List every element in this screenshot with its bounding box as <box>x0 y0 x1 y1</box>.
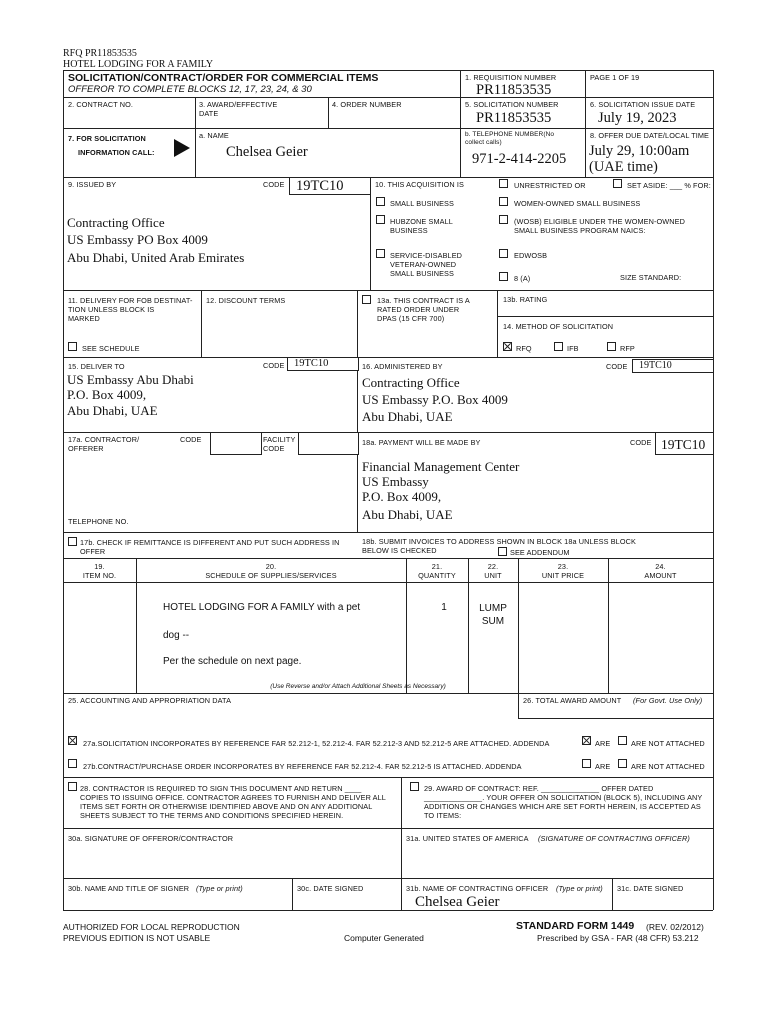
block30a-label: 30a. SIGNATURE OF OFFEROR/CONTRACTOR <box>68 834 234 843</box>
set-aside-label: SET ASIDE: ___ % FOR: <box>627 181 711 190</box>
issued-by-line-1: Contracting Office <box>67 215 165 230</box>
27a-checkbox[interactable] <box>68 736 77 745</box>
block18a-code-label: CODE <box>630 438 652 447</box>
col-amount: 24. AMOUNT <box>644 562 677 580</box>
rfq-label: RFQ <box>516 344 532 353</box>
footer-authorized: AUTHORIZED FOR LOCAL REPRODUCTION <box>63 922 240 932</box>
8a-label: 8 (A) <box>514 274 531 283</box>
27b-are-checkbox[interactable] <box>582 759 591 768</box>
wosb-eligible-checkbox[interactable] <box>499 215 508 224</box>
8a-checkbox[interactable] <box>499 272 508 281</box>
27a-are-not-label: ARE NOT ATTACHED <box>631 739 705 748</box>
block9-code-label: CODE <box>263 180 285 189</box>
issued-by-line-3: Abu Dhabi, United Arab Emirates <box>67 250 245 265</box>
29-checkbox[interactable] <box>410 782 419 791</box>
issued-by-line-2: US Embassy PO Box 4009 <box>67 232 208 247</box>
deliver-to-line-3: Abu Dhabi, UAE <box>67 403 158 418</box>
solicitation-number: PR11853535 <box>476 110 552 126</box>
ifb-checkbox[interactable] <box>554 342 563 351</box>
contracting-officer-name: Chelsea Geier <box>415 894 500 910</box>
item-unit: LUMP SUM <box>479 603 507 627</box>
block26-note: (For Govt. Use Only) <box>633 696 703 705</box>
page-indicator: PAGE 1 OF 19 <box>590 73 640 82</box>
block2-label: 2. CONTRACT NO. <box>68 100 134 109</box>
block30b-italic: (Type or print) <box>196 884 243 893</box>
block17a-code-label: CODE <box>180 435 202 444</box>
block31b-italic: (Type or print) <box>556 884 603 893</box>
27a-are-not-checkbox[interactable] <box>618 736 627 745</box>
block28-text: 28. CONTRACTOR IS REQUIRED TO SIGN THIS DOCUMENT AND RETURN ____ COPIES TO ISSUING OFFICE. CONTRACTOR AGREES TO FURNISH AND DELIVER ALL ITEMS SET FORTH OR OTHERWISE IDENTIFIED ABOVE AND ON ANY ADDITIONAL SHEETS SUBJECT TO THE TERMS AND CONDITIONS SPECIFIED HEREIN. <box>80 784 386 820</box>
block13b-label: 13b. RATING <box>503 295 548 304</box>
block31c-label: 31c. DATE SIGNED <box>617 884 684 893</box>
payment-code: 19TC10 <box>661 437 706 452</box>
footer-revision: (REV. 02/2012) <box>646 922 704 932</box>
block3-label: 3. AWARD/EFFECTIVE DATE <box>199 100 278 118</box>
col-schedule: 20. SCHEDULE OF SUPPLIES/SERVICES <box>205 562 337 580</box>
payment-line-3: P.O. Box 4009, <box>362 489 442 504</box>
block31a-label: 31a. UNITED STATES OF AMERICA <box>406 834 529 843</box>
administered-by-line-1: Contracting Office <box>362 375 460 390</box>
frame-bottom <box>63 910 713 911</box>
remittance-checkbox[interactable] <box>68 537 77 546</box>
block17b-label: 17b. CHECK IF REMITTANCE IS DIFFERENT AND PUT SUCH ADDRESS IN OFFER <box>80 538 340 556</box>
27a-are-checkbox[interactable] <box>582 736 591 745</box>
frame-left <box>63 70 64 910</box>
block4-label: 4. ORDER NUMBER <box>332 100 402 109</box>
block7-label-2: INFORMATION CALL: <box>78 148 155 157</box>
rated-order-checkbox[interactable] <box>362 295 371 304</box>
block5-label: 5. SOLICITATION NUMBER <box>465 100 559 109</box>
see-addendum-checkbox[interactable] <box>498 547 507 556</box>
contact-phone: 971-2-414-2205 <box>472 151 567 167</box>
block30c-label: 30c. DATE SIGNED <box>297 884 364 893</box>
unrestricted-label: UNRESTRICTED OR <box>514 181 586 190</box>
27b-are-label: ARE <box>595 762 611 771</box>
wosb-label: WOMEN-OWNED SMALL BUSINESS <box>514 199 641 208</box>
arrow-right-icon <box>174 139 190 157</box>
deliver-to-code: 19TC10 <box>294 358 329 369</box>
block7-label: 7. FOR SOLICITATION <box>68 134 146 143</box>
edwosb-checkbox[interactable] <box>499 249 508 258</box>
footer-previous-edition: PREVIOUS EDITION IS NOT USABLE <box>63 933 211 943</box>
form-title: SOLICITATION/CONTRACT/ORDER FOR COMMERCIAL ITEMS <box>68 72 379 84</box>
requisition-number: PR11853535 <box>476 82 552 98</box>
col-unit-price: 23. UNIT PRICE <box>541 562 585 580</box>
issued-by-code: 19TC10 <box>296 178 344 194</box>
telephone-label: TELEPHONE NO. <box>68 517 129 526</box>
block26-label: 26. TOTAL AWARD AMOUNT <box>523 696 622 705</box>
frame-top <box>63 70 713 71</box>
27b-checkbox[interactable] <box>68 759 77 768</box>
wosb-checkbox[interactable] <box>499 197 508 206</box>
deliver-to-line-2: P.O. Box 4009, <box>67 387 147 402</box>
hubzone-checkbox[interactable] <box>376 215 385 224</box>
payment-line-1: Financial Management Center <box>362 459 520 474</box>
block18b-label: 18b. SUBMIT INVOICES TO ADDRESS SHOWN IN BLOCK 18a UNLESS BLOCK BELOW IS CHECKED <box>362 537 636 555</box>
administered-by-line-3: Abu Dhabi, UAE <box>362 409 453 424</box>
administered-by-line-2: US Embassy P.O. Box 4009 <box>362 392 508 407</box>
hubzone-label: HUBZONE SMALL BUSINESS <box>390 217 453 235</box>
administered-by-code: 19TC10 <box>639 360 672 371</box>
27b-are-not-checkbox[interactable] <box>618 759 627 768</box>
contact-name: Chelsea Geier <box>226 144 308 160</box>
block6-label: 6. SOLICITATION ISSUE DATE <box>590 100 696 109</box>
block12-label: 12. DISCOUNT TERMS <box>206 296 286 305</box>
block7b-label: b. TELEPHONE NUMBER(No collect calls) <box>465 131 555 146</box>
28-checkbox[interactable] <box>68 782 77 791</box>
see-addendum-label: SEE ADDENDUM <box>510 548 570 557</box>
block25-label: 25. ACCOUNTING AND APPROPRIATION DATA <box>68 696 232 705</box>
wosb-eligible-label: (WOSB) ELIGIBLE UNDER THE WOMEN-OWNED SMALL BUSINESS PROGRAM NAICS: <box>514 217 685 235</box>
see-schedule-checkbox[interactable] <box>68 342 77 351</box>
block27b-text: 27b.CONTRACT/PURCHASE ORDER INCORPORATES BY REFERENCE FAR 52.212-4. FAR 52.212-5 IS ATTACHED. ADDENDA <box>83 762 522 771</box>
item-description-line-3: Per the schedule on next page. <box>163 656 302 667</box>
see-schedule-label: SEE SCHEDULE <box>82 344 140 353</box>
item-description-line-2: dog -- <box>163 630 190 641</box>
frame-right <box>713 70 714 910</box>
block11-label: 11. DELIVERY FOR FOB DESTINAT- TION UNLESS BLOCK IS MARKED <box>68 296 193 323</box>
block16-code-label: CODE <box>606 362 628 371</box>
schedule-note: (Use Reverse and/or Attach Additional Sheets as Necessary) <box>270 683 446 690</box>
block7a-label: a. NAME <box>199 131 229 140</box>
block16-label: 16. ADMINISTERED BY <box>362 362 443 371</box>
sdvosb-checkbox[interactable] <box>376 249 385 258</box>
form-subtitle: OFFEROR TO COMPLETE BLOCKS 12, 17, 23, 24, & 30 <box>68 84 312 95</box>
col-item-no: 19. ITEM NO. <box>82 562 117 580</box>
block29-text: 29. AWARD OF CONTRACT: REF. ______________ OFFER DATED ______________. YOUR OFFER ON SOLICITATION (BLOCK 5), INCLUDING ANY ADDITIONS OR CHANGES WHICH ARE SET FORTH HEREIN, IS ACCEPTED AS TO ITEMS: <box>424 784 703 820</box>
block27a-text: 27a.SOLICITATION INCORPORATES BY REFERENCE FAR 52.212-1, 52.212-4. FAR 52.212-3 AND 52.212-5 ARE ATTACHED. ADDENDA <box>83 739 550 748</box>
col-quantity: 21. QUANTITY <box>418 562 456 580</box>
27b-are-not-label: ARE NOT ATTACHED <box>631 762 705 771</box>
block13a-label: 13a. THIS CONTRACT IS A RATED ORDER UNDER DPAS (15 CFR 700) <box>377 296 470 323</box>
ifb-label: IFB <box>567 344 579 353</box>
offer-due-date: July 29, 10:00am (UAE time) <box>589 143 690 175</box>
sdvosb-label: SERVICE-DISABLED VETERAN-OWNED SMALL BUSINESS <box>390 251 463 278</box>
solicitation-issue-date: July 19, 2023 <box>598 110 677 126</box>
block10-label: 10. THIS ACQUISITION IS <box>375 180 464 189</box>
small-business-label: SMALL BUSINESS <box>390 199 454 208</box>
block1-label: 1. REQUISITION NUMBER <box>465 73 557 82</box>
block15-code-label: CODE <box>263 361 285 370</box>
facility-code-label: FACILITY CODE <box>263 435 296 453</box>
footer-prescribed: Prescribed by GSA - FAR (48 CFR) 53.212 <box>537 933 699 943</box>
block30b-label: 30b. NAME AND TITLE OF SIGNER <box>68 884 190 893</box>
item-description-line-1: HOTEL LODGING FOR A FAMILY with a pet <box>163 602 361 613</box>
block8-label: 8. OFFER DUE DATE/LOCAL TIME <box>590 131 710 140</box>
rfp-checkbox[interactable] <box>607 342 616 351</box>
block15-label: 15. DELIVER TO <box>68 362 125 371</box>
block14-label: 14. METHOD OF SOLICITATION <box>503 322 614 331</box>
footer-computer-generated: Computer Generated <box>344 933 424 943</box>
footer-form-name: STANDARD FORM 1449 <box>516 920 635 932</box>
payment-line-4: Abu Dhabi, UAE <box>362 507 453 522</box>
block18a-label: 18a. PAYMENT WILL BE MADE BY <box>362 438 481 447</box>
set-aside-checkbox[interactable] <box>613 179 622 188</box>
block31b-label: 31b. NAME OF CONTRACTING OFFICER <box>406 884 549 893</box>
form-subject: HOTEL LODGING FOR A FAMILY <box>63 59 214 70</box>
rfp-label: RFP <box>620 344 635 353</box>
deliver-to-line-1: US Embassy Abu Dhabi <box>67 372 194 387</box>
size-standard-label: SIZE STANDARD: <box>620 273 682 282</box>
rfq-checkbox[interactable] <box>503 342 512 351</box>
block17a-label: 17a. CONTRACTOR/ OFFERER <box>68 435 140 453</box>
block9-label: 9. ISSUED BY <box>68 180 117 189</box>
unrestricted-checkbox[interactable] <box>499 179 508 188</box>
item-quantity: 1 <box>441 602 447 613</box>
payment-line-2: US Embassy <box>362 474 429 489</box>
27a-are-label: ARE <box>595 739 611 748</box>
edwosb-label: EDWOSB <box>514 251 548 260</box>
small-business-checkbox[interactable] <box>376 197 385 206</box>
block31a-italic: (SIGNATURE OF CONTRACTING OFFICER) <box>538 834 690 843</box>
col-unit: 22. UNIT <box>484 562 502 580</box>
rfq-number: RFQ PR11853535 <box>63 48 137 59</box>
